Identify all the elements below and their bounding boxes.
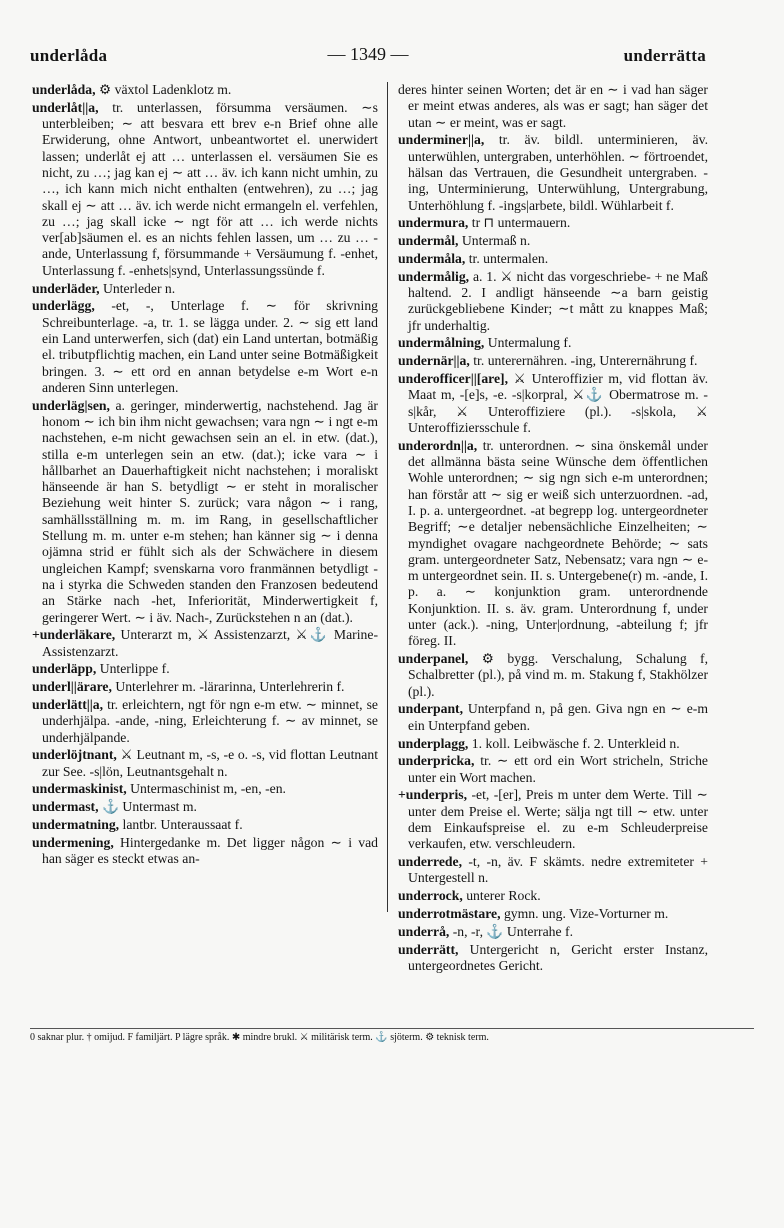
entry-text: -et, -[er], Preis m unter dem Werte. Till ∼ unter dem Preise el. Werte; sälja ngt till ∼ etw. unter dem Einkaufspreise el. zu e-m Schleuderpreise verkaufen, etw. verschleudern.	[408, 787, 708, 852]
entry-text: a. 1. ⚔ nicht das vorgeschriebe- + ne Maß haltend. 2. I andligt hänseende ∼a barn geistig zurückgebliebene Kinder; ∼t mått zu knappes Maß; jfr underhaltig.	[408, 268, 708, 333]
headword: underläg|sen,	[32, 397, 110, 413]
page-number: — 1349 —	[327, 44, 409, 64]
headword: underläpp,	[32, 661, 97, 677]
entry-text: tr. unterordnen. ∼ sina önskemål under det allmänna bästa seine Wünsche dem öffentlichen Wohle unterordnen; ∼ sig ngn sich e-m unterordnen; han förstår att ∼ sig er weiß sich unterzuordnen. -ad, I. p. a. untergeordnet. -at begrepp log. untergeordneter Begriff; ∼e detaljer nebensächliche Einzelheiten; ∼ myndighet ovagare nachgeordnete Behörde; ∼ sats gram. untergeordneter Satz, Nebensatz; vara ngn ∼ e-m untergeordnet sein. II. s. Untergebene(r) m. -ande, I. p. a. ∼ konjunktion gram. unterordnende Konjunktion. II. s. äv. gram. Unterordnung f, under unter (ack.). -ning, Unter|ordnung, -abteilung f; jfr föreg. II.	[408, 437, 708, 649]
headword: undermåla,	[398, 250, 466, 266]
headword: underlöjtnant,	[32, 747, 117, 763]
headword: underrock,	[398, 888, 463, 904]
dictionary-entry	[398, 787, 708, 852]
dictionary-entry	[398, 736, 708, 752]
entry-text: Unterarzt m, ⚔ Assistenzarzt, ⚔⚓ Marine-Assistenzarzt.	[42, 627, 378, 659]
entry-text: -et, -, Unterlage f. ∼ för skrivning Schreibunterlage. -a, tr. 1. se lägga under. 2. ∼ sig ett land ein Land unterwerfen, sich (dat) ein Land untertan, botmäßig el. tributpflichtig machen, ein Land unter seine Botmäßigkeit bringen. 3. ∼ ett ord en annan betydelse e-m Wort e-n anderen Sinn unterlegen.	[42, 298, 379, 395]
entry-text: lantbr. Unteraussaat f.	[122, 817, 243, 833]
dictionary-entry	[398, 269, 708, 334]
dictionary-entry	[398, 906, 708, 922]
headword: underpant,	[398, 701, 464, 717]
entry-text: ⚔ Unteroffizier m, vid flottan äv. Maat m, -[e]s, -e. -s|korpral, ⚔⚓ Obermatrose m. -s|kår, ⚔ Unteroffiziere (pl.). -s|skola, ⚔ Unteroffiziersschule f.	[408, 371, 708, 435]
headword: underofficer||[are],	[398, 371, 509, 387]
entry-text: Untermalung f.	[487, 335, 572, 351]
entry-text: a. geringer, minderwertig, nachstehend. Jag är honom ∼ ich bin ihm nicht gewachsen; vara ngn ∼ i ngt e-m nachstehen, e-m nicht gewachsen sein an el. in etw. (dat.), stilla e-m unterlegen sein an etw. (dat.); icke vara ∼ i hållbarhet an Dauerhaftigkeit nicht nachstehen; i moraliskt hänseende är han S. betydligt ∼ er steht in moralischer Beziehung weit hinter S. zurück; vara någon ∼ i rang, samhällsställning m. m. im Rang, in gesellschaftlicher Stellung m. m. unter e-m stehen; han känner sig ∼ i denna ojämna strid er fühlt sich als der Schwächere in diesem ungleichen Kampf; svenskarna voro franmännen betydligt -na i styrka die Schweden standen den Franzosen bedeutend an Stärke nach -het, Inferiorität, Minderwertigkeit f, geringerer Wert. ∼ i äv. Nach-, Zurückstehen n an (dat.).	[42, 397, 378, 625]
dictionary-entry	[398, 371, 708, 436]
headword: undermatning,	[32, 817, 120, 833]
dictionary-entry	[398, 888, 708, 904]
headword: +underläkare,	[32, 627, 116, 643]
headword: underlåda,	[32, 82, 96, 97]
left-column	[32, 82, 378, 917]
entry-text: tr. unterlassen, försumma versäumen. ∼s unterbleiben; ∼ att besvara ett brev e-n Brief ohne alle Erwiderung, ohne Antwort, unbeantwortet el. unerwidert lassen; underlåt ej att … unterlassen el. versäumen Sie es nicht, zu …; jag kan ej ∼ att … äv. ich kann nicht umhin, zu …, ich kann mich nicht enthalten (entwehren), zu …; jag skall ej ∼ att … äv. ich werde nicht ermangeln el. verfehlen, zu …; jag skall icke ∼ ngt för att … ich werde nichts ver[ab]säumen el. es an nichts fehlen lassen, um … zu … -ande, Unterlassung f, försummande + Versäumung f. -enhet, Unterlassung f. -enhets|synd, Unterlassungssünde f.	[42, 99, 379, 278]
dictionary-entry	[32, 679, 378, 695]
entry-text: -n, -r, ⚓ Unterrahe f.	[452, 923, 573, 939]
headword: underrå,	[398, 923, 450, 939]
entry-text: Unterlehrer m. -lärarinna, Unterlehrerin f.	[115, 679, 345, 695]
headword: undermaskinist,	[32, 781, 127, 797]
entry-text: tr. unterernähren. -ing, Unterernährung f.	[473, 353, 698, 369]
dictionary-entry	[398, 651, 708, 700]
headword: underrotmästare,	[398, 906, 501, 922]
headword: underpricka,	[398, 753, 475, 769]
column-divider	[387, 82, 388, 912]
dictionary-entry	[398, 438, 708, 650]
headword: underlätt||a,	[32, 696, 104, 712]
headword: undermålning,	[398, 335, 485, 351]
page-header	[30, 42, 706, 72]
headword: underläder,	[32, 280, 100, 296]
headword: +underpris,	[398, 787, 468, 803]
dictionary-entry	[398, 335, 708, 351]
header-first-word: underlåda	[30, 46, 108, 65]
headword: undermening,	[32, 834, 114, 850]
entry-text: ⚙ växtol Ladenklotz m.	[98, 82, 232, 97]
dictionary-entry	[32, 82, 378, 98]
dictionary-entry	[398, 753, 708, 786]
dictionary-entry	[32, 298, 378, 396]
dictionary-entry	[398, 215, 708, 231]
headword: undermast,	[32, 799, 99, 815]
entry-text: tr. untermalen.	[468, 250, 549, 266]
entry-text: tr ⊓ untermauern.	[471, 215, 571, 231]
dictionary-entry	[398, 233, 708, 249]
abbreviation-legend: 0 saknar plur. † omijud. F familjärt. P lägre språk. ✱ mindre brukl. ⚔ militärisk term. ⚓ sjöterm. ⚙ teknisk term.	[30, 1028, 754, 1047]
dictionary-entry	[32, 799, 378, 815]
headword: underpanel,	[398, 651, 469, 667]
headword: underrede,	[398, 854, 462, 870]
dictionary-entry	[32, 398, 378, 626]
headword: undermålig,	[398, 268, 470, 284]
headword: underl||ärare,	[32, 679, 112, 695]
dictionary-entry	[32, 627, 378, 660]
dictionary-entry	[32, 835, 378, 868]
headword: underplagg,	[398, 735, 469, 751]
headword: underrätt,	[398, 941, 459, 957]
entry-text: gymn. ung. Vize-Vorturner m.	[503, 906, 669, 922]
entry-text: ⚙ bygg. Verschalung, Schalung f, Schalbretter (pl.), på vind m. m. Stakung f, Stakhölzer (pl.).	[408, 651, 709, 699]
dictionary-entry	[398, 924, 708, 940]
dictionary-entry	[32, 817, 378, 833]
headword: underminer||a,	[398, 132, 485, 148]
headword: undermura,	[398, 215, 469, 231]
dictionary-entry	[398, 854, 708, 887]
dictionary-entry	[32, 781, 378, 797]
entry-text: 1. koll. Leibwäsche f. 2. Unterkleid n.	[471, 735, 680, 751]
entry-text: ⚓ Untermast m.	[101, 799, 197, 815]
dictionary-entry	[32, 281, 378, 297]
entry-text: Untermaß n.	[461, 233, 531, 249]
entry-text: unterer Rock.	[466, 888, 541, 904]
entry-text: Unterlippe f.	[99, 661, 170, 677]
headword: undernär||a,	[398, 353, 470, 369]
entry-text: tr. ∼ ett ord ein Wort stricheln, Striche unter ein Wort machen.	[408, 753, 709, 785]
entry-text: deres hinter seinen Worten; det är en ∼ i vad han säger er meint etwas anderes, als was er sagt; han säger det utan ∼ er meint, was er sagt.	[398, 82, 708, 130]
dictionary-entry	[32, 661, 378, 677]
dictionary-entry	[398, 251, 708, 267]
dictionary-entry	[398, 701, 708, 734]
headword: underlägg,	[32, 298, 95, 314]
headword: underlåt||a,	[32, 99, 99, 115]
dictionary-entry	[32, 100, 378, 279]
entry-text: Unterleder n.	[102, 280, 176, 296]
header-last-word: underrätta	[623, 46, 706, 65]
headword: underordn||a,	[398, 437, 478, 453]
right-column	[398, 82, 709, 973]
entry-text: -t, -n, äv. F skämts. nedre extremiteter + Untergestell n.	[408, 854, 709, 886]
dictionary-entry	[32, 697, 378, 746]
entry-text: ⚔ Leutnant m, -s, -e o. -s, vid flottan Leutnant zur See. -s|lön, Leutnantsgehalt n.	[42, 747, 378, 779]
dictionary-entry	[398, 942, 708, 975]
entry-text: tr. äv. bildl. unterminieren, äv. unterwühlen, untergraben, unterhöhlen. ∼ förtroendet, hälsan das Vertrauen, die Gesundheit untergraben. -ing, Unterminierung, Unterwühlung, Untergrabung, Unterhöhlung f. -ings|arbete, bildl. Wühlarbeit f.	[408, 132, 709, 213]
entry-text: Hintergedanke m. Det ligger någon ∼ i vad han säger es steckt etwas an-	[42, 834, 379, 867]
dictionary-entry	[398, 82, 708, 131]
entry-text: Untergericht n, Gericht erster Instanz, untergeordnetes Gericht.	[408, 941, 709, 973]
dictionary-entry	[398, 132, 708, 213]
dictionary-entry	[398, 353, 708, 369]
entry-text: Untermaschinist m, -en, -en.	[130, 781, 286, 797]
entry-text: Unterpfand n, på gen. Giva ngn en ∼ e-m ein Unterpfand geben.	[408, 701, 708, 733]
dictionary-entry	[32, 747, 378, 780]
entry-text: tr. erleichtern, ngt för ngn e-m etw. ∼ minnet, se underhjälpa. -ande, -ning, Erleichterung f. ∼ av minnet, se underhjälpande.	[42, 696, 378, 745]
headword: undermål,	[398, 233, 459, 249]
